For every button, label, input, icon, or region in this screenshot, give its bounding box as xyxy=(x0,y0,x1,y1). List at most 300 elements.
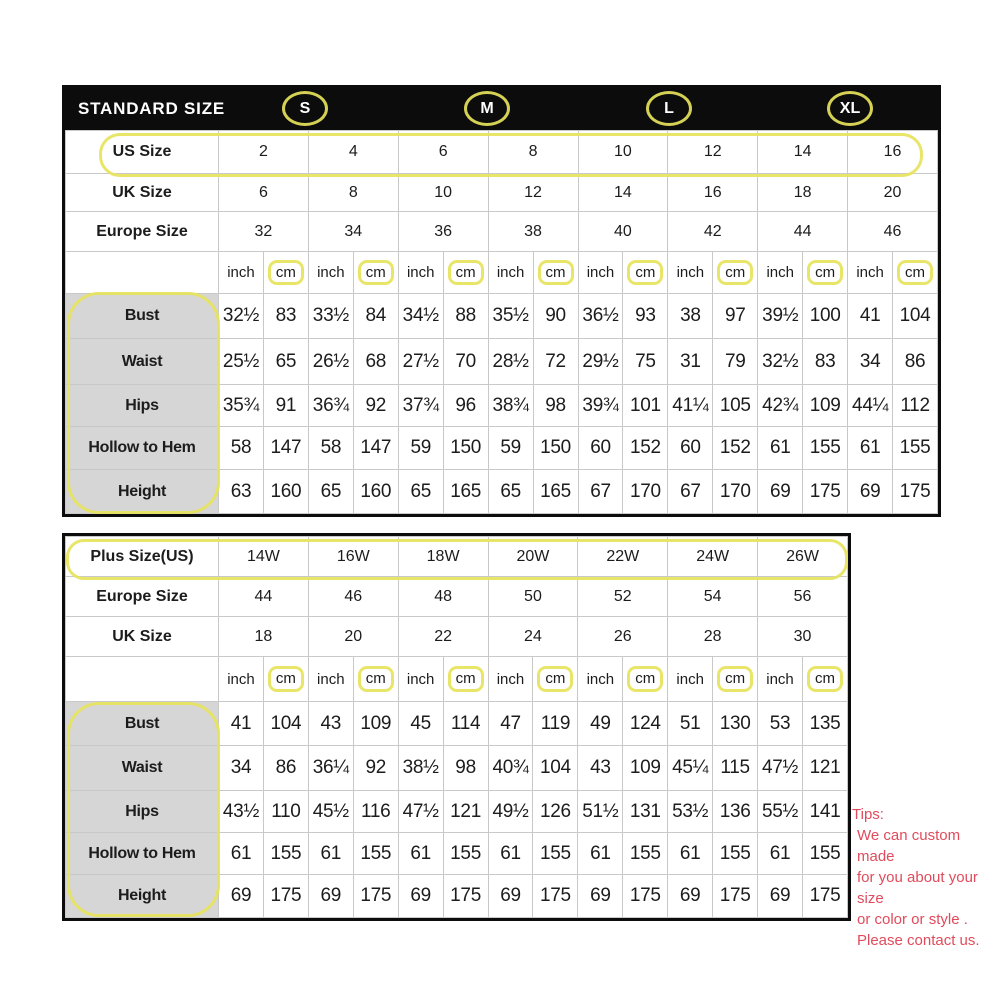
cell: 30 xyxy=(758,617,848,657)
cell: 6 xyxy=(398,131,488,174)
cell: 38 xyxy=(668,294,713,339)
cell: 18 xyxy=(219,617,309,657)
cell: 104 xyxy=(263,702,308,746)
cell: 34 xyxy=(848,339,893,385)
cell: 155 xyxy=(893,427,938,470)
tips-line: or color or style . xyxy=(857,911,968,928)
cell: 8 xyxy=(308,174,398,212)
cell: 155 xyxy=(353,833,398,875)
cell: 61 xyxy=(219,833,264,875)
cell: 130 xyxy=(713,702,758,746)
cell: 51 xyxy=(668,702,713,746)
row-label: Plus Size(US) xyxy=(66,537,219,577)
cell: 147 xyxy=(263,427,308,470)
cell: 135 xyxy=(802,702,847,746)
plus-size-table xyxy=(62,533,851,921)
table-row xyxy=(66,212,938,252)
cell: 61 xyxy=(848,427,893,470)
table-row xyxy=(66,702,848,746)
cell: 69 xyxy=(488,875,533,918)
cell: 38½ xyxy=(398,746,443,791)
cell: 69 xyxy=(758,470,803,514)
cell: 92 xyxy=(353,385,398,427)
cell: 175 xyxy=(802,875,847,918)
cell: 119 xyxy=(533,702,578,746)
cell: 61 xyxy=(398,833,443,875)
size-l-circle-annotation xyxy=(646,91,692,126)
cell: 67 xyxy=(668,470,713,514)
cell: 70 xyxy=(443,339,488,385)
cm-highlight-annotation: cm xyxy=(448,260,484,285)
cell: 36½ xyxy=(578,294,623,339)
inch-header xyxy=(668,252,713,294)
cell: 101 xyxy=(623,385,668,427)
cm-highlight-annotation: cm xyxy=(448,666,484,691)
cell: 2 xyxy=(219,131,309,174)
cell: 175 xyxy=(623,875,668,918)
cell: 49½ xyxy=(488,791,533,833)
table-row xyxy=(66,617,848,657)
table-row xyxy=(66,294,938,339)
inch-header xyxy=(488,657,533,702)
row-label: US Size xyxy=(66,131,219,174)
cm-header xyxy=(713,252,758,294)
cm-header xyxy=(353,252,398,294)
cell: 54 xyxy=(668,577,758,617)
cell: 88 xyxy=(443,294,488,339)
table-row xyxy=(66,470,938,514)
cell: 32 xyxy=(219,212,309,252)
cm-header xyxy=(803,252,848,294)
cell: 175 xyxy=(443,875,488,918)
row-label: Bust xyxy=(66,294,219,339)
cell: 175 xyxy=(353,875,398,918)
cell: 109 xyxy=(353,702,398,746)
cell: 155 xyxy=(803,427,848,470)
table-row xyxy=(66,746,848,791)
cell: 16W xyxy=(308,537,398,577)
cell: 65 xyxy=(398,470,443,514)
size-s-label: S xyxy=(299,99,311,117)
cell: 39½ xyxy=(758,294,803,339)
cell: 155 xyxy=(713,833,758,875)
size-l-label: L xyxy=(664,99,674,117)
cell: 22 xyxy=(398,617,488,657)
cell: 32½ xyxy=(219,294,264,339)
cell: 46 xyxy=(848,212,938,252)
cell: 83 xyxy=(263,294,308,339)
row-label: Waist xyxy=(66,746,219,791)
inch-label: inch xyxy=(496,264,525,281)
inch-label: inch xyxy=(406,670,435,688)
cell: 65 xyxy=(308,470,353,514)
cell: 60 xyxy=(668,427,713,470)
cell: 136 xyxy=(713,791,758,833)
cell: 48 xyxy=(398,577,488,617)
cell: 43 xyxy=(308,702,353,746)
standard-size-title: STANDARD SIZE xyxy=(78,99,226,118)
cell: 65 xyxy=(488,470,533,514)
cell: 14W xyxy=(219,537,309,577)
inch-label: inch xyxy=(317,670,345,688)
cell: 28½ xyxy=(488,339,533,385)
cell: 53 xyxy=(758,702,803,746)
cm-highlight-annotation: cm xyxy=(807,666,843,691)
cell: 61 xyxy=(758,833,803,875)
cell: 155 xyxy=(533,833,578,875)
tips-line: We can custom made xyxy=(857,827,961,865)
cell: 38 xyxy=(488,212,578,252)
cell: 92 xyxy=(353,746,398,791)
standard-size-table xyxy=(62,85,941,517)
size-xl-circle-annotation xyxy=(827,91,873,126)
cm-highlight-annotation: cm xyxy=(897,260,933,285)
cell: 45½ xyxy=(308,791,353,833)
cell: 114 xyxy=(443,702,488,746)
cell: 175 xyxy=(533,875,578,918)
cell: 45¼ xyxy=(668,746,713,791)
cell: 96 xyxy=(443,385,488,427)
cell: 31 xyxy=(668,339,713,385)
cell: 43½ xyxy=(219,791,264,833)
cell: 42¾ xyxy=(758,385,803,427)
cm-header xyxy=(263,657,308,702)
cell: 155 xyxy=(443,833,488,875)
tips-line: for you about your size xyxy=(857,869,978,907)
cell: 39¾ xyxy=(578,385,623,427)
cell: 68 xyxy=(353,339,398,385)
cell: 59 xyxy=(398,427,443,470)
cell: 65 xyxy=(263,339,308,385)
cm-header xyxy=(443,657,488,702)
size-s-circle-annotation xyxy=(282,91,328,126)
row-label: Hips xyxy=(66,385,219,427)
cell: 93 xyxy=(623,294,668,339)
cm-highlight-annotation: cm xyxy=(717,666,753,691)
cell: 10 xyxy=(398,174,488,212)
cell: 44¼ xyxy=(848,385,893,427)
cell: 79 xyxy=(713,339,758,385)
cell: 69 xyxy=(398,875,443,918)
cm-highlight-annotation: cm xyxy=(717,260,753,285)
cell: 24 xyxy=(488,617,578,657)
cell: 35½ xyxy=(488,294,533,339)
cell: 47 xyxy=(488,702,533,746)
cell: 18 xyxy=(758,174,848,212)
cm-highlight-annotation: cm xyxy=(627,260,663,285)
cell: 61 xyxy=(578,833,623,875)
cell: 109 xyxy=(803,385,848,427)
cell: 36¾ xyxy=(308,385,353,427)
cell: 147 xyxy=(353,427,398,470)
inch-header xyxy=(848,252,893,294)
cell: 141 xyxy=(802,791,847,833)
cell: 86 xyxy=(263,746,308,791)
row-label: Europe Size xyxy=(66,577,219,617)
inch-label: inch xyxy=(317,264,345,281)
inch-label: inch xyxy=(856,264,884,281)
cell: 175 xyxy=(713,875,758,918)
cell: 84 xyxy=(353,294,398,339)
row-label: UK Size xyxy=(66,174,219,212)
cell: 51½ xyxy=(578,791,623,833)
cell: 160 xyxy=(353,470,398,514)
cell: 26½ xyxy=(308,339,353,385)
cell xyxy=(66,252,219,294)
cm-highlight-annotation: cm xyxy=(538,260,574,285)
cm-header xyxy=(623,657,668,702)
table-row xyxy=(66,427,938,470)
inch-label: inch xyxy=(586,264,615,281)
table-row xyxy=(66,339,938,385)
cm-header xyxy=(802,657,847,702)
inch-label: inch xyxy=(227,670,255,688)
inch-header xyxy=(219,657,264,702)
cell: 20W xyxy=(488,537,578,577)
cell: 25½ xyxy=(219,339,264,385)
cell: 47½ xyxy=(398,791,443,833)
cm-highlight-annotation: cm xyxy=(807,260,843,285)
cell: 22W xyxy=(578,537,668,577)
cell: 152 xyxy=(623,427,668,470)
cell: 52 xyxy=(578,577,668,617)
cell: 16 xyxy=(668,174,758,212)
cell: 6 xyxy=(219,174,309,212)
cell: 38¾ xyxy=(488,385,533,427)
cm-header xyxy=(263,252,308,294)
cell: 170 xyxy=(713,470,758,514)
inch-label: inch xyxy=(766,670,794,688)
row-label: Height xyxy=(66,875,219,918)
cell: 126 xyxy=(533,791,578,833)
cell: 104 xyxy=(533,746,578,791)
cell: 20 xyxy=(308,617,398,657)
cell: 55½ xyxy=(758,791,803,833)
cell: 35¾ xyxy=(219,385,264,427)
cell: 50 xyxy=(488,577,578,617)
row-label: Bust xyxy=(66,702,219,746)
cell: 69 xyxy=(308,875,353,918)
unit-header-row xyxy=(66,252,938,294)
cell: 86 xyxy=(893,339,938,385)
cell: 83 xyxy=(803,339,848,385)
inch-label: inch xyxy=(586,670,615,688)
table-row xyxy=(66,537,848,577)
cell: 12 xyxy=(488,174,578,212)
inch-header xyxy=(758,252,803,294)
cell: 20 xyxy=(848,174,938,212)
cell: 27½ xyxy=(398,339,443,385)
cell: 150 xyxy=(533,427,578,470)
inch-header xyxy=(668,657,713,702)
cm-highlight-annotation: cm xyxy=(268,260,304,285)
cell: 46 xyxy=(308,577,398,617)
cell: 109 xyxy=(623,746,668,791)
row-label: Europe Size xyxy=(66,212,219,252)
cell: 152 xyxy=(713,427,758,470)
cell: 165 xyxy=(533,470,578,514)
cell: 36 xyxy=(398,212,488,252)
inch-label: inch xyxy=(227,264,255,281)
inch-header xyxy=(308,657,353,702)
cell: 34 xyxy=(308,212,398,252)
inch-header xyxy=(488,252,533,294)
cell: 42 xyxy=(668,212,758,252)
cell: 115 xyxy=(713,746,758,791)
inch-header xyxy=(578,252,623,294)
cell: 61 xyxy=(758,427,803,470)
cell: 61 xyxy=(668,833,713,875)
cell: 53½ xyxy=(668,791,713,833)
row-label: Hips xyxy=(66,791,219,833)
tips-note xyxy=(852,804,1000,951)
row-label: Hollow to Hem xyxy=(66,833,219,875)
table-row xyxy=(66,833,848,875)
cell: 41 xyxy=(219,702,264,746)
inch-label: inch xyxy=(406,264,435,281)
cell: 69 xyxy=(848,470,893,514)
cell: 100 xyxy=(803,294,848,339)
cell: 150 xyxy=(443,427,488,470)
cm-highlight-annotation: cm xyxy=(358,666,394,691)
row-label: Hollow to Hem xyxy=(66,427,219,470)
cm-header xyxy=(713,657,758,702)
cell: 56 xyxy=(758,577,848,617)
cell: 44 xyxy=(219,577,309,617)
cell: 10 xyxy=(578,131,668,174)
inch-header xyxy=(398,252,443,294)
cm-highlight-annotation: cm xyxy=(268,666,304,691)
cell: 105 xyxy=(713,385,758,427)
cm-header xyxy=(893,252,938,294)
plus-size-grid xyxy=(65,536,848,918)
cell: 155 xyxy=(623,833,668,875)
cell: 75 xyxy=(623,339,668,385)
cell: 8 xyxy=(488,131,578,174)
cm-highlight-annotation: cm xyxy=(358,260,394,285)
cell: 34 xyxy=(219,746,264,791)
inch-header xyxy=(219,252,264,294)
cell: 124 xyxy=(623,702,668,746)
cm-header xyxy=(623,252,668,294)
cell: 98 xyxy=(533,385,578,427)
size-xl-label: XL xyxy=(839,99,861,117)
cell: 36¼ xyxy=(308,746,353,791)
cell: 175 xyxy=(893,470,938,514)
cm-highlight-annotation: cm xyxy=(627,666,663,691)
cell: 14 xyxy=(578,174,668,212)
size-m-label: M xyxy=(480,99,494,117)
cell: 24W xyxy=(668,537,758,577)
cell: 58 xyxy=(219,427,264,470)
cell: 67 xyxy=(578,470,623,514)
row-label: Waist xyxy=(66,339,219,385)
cell: 175 xyxy=(263,875,308,918)
cell: 45 xyxy=(398,702,443,746)
cell: 110 xyxy=(263,791,308,833)
cell: 44 xyxy=(758,212,848,252)
cell: 16 xyxy=(848,131,938,174)
cell: 37¾ xyxy=(398,385,443,427)
cm-highlight-annotation: cm xyxy=(537,666,573,691)
cell: 69 xyxy=(219,875,264,918)
inch-header xyxy=(398,657,443,702)
cell: 12 xyxy=(668,131,758,174)
cm-header xyxy=(533,252,578,294)
standard-size-grid xyxy=(65,130,938,514)
standard-size-titlebar xyxy=(65,88,938,130)
cell: 26 xyxy=(578,617,668,657)
table-row xyxy=(66,875,848,918)
cell: 97 xyxy=(713,294,758,339)
inch-header xyxy=(758,657,803,702)
cell: 40 xyxy=(578,212,668,252)
cell: 104 xyxy=(893,294,938,339)
cell: 26W xyxy=(758,537,848,577)
cell: 116 xyxy=(353,791,398,833)
table-row xyxy=(66,791,848,833)
inch-label: inch xyxy=(766,264,794,281)
cm-header xyxy=(353,657,398,702)
cell: 131 xyxy=(623,791,668,833)
cell: 49 xyxy=(578,702,623,746)
tips-line: Please contact us. xyxy=(857,932,980,949)
cell: 98 xyxy=(443,746,488,791)
cell: 91 xyxy=(263,385,308,427)
inch-header xyxy=(578,657,623,702)
inch-label: inch xyxy=(676,670,704,688)
cell: 170 xyxy=(623,470,668,514)
cell: 69 xyxy=(668,875,713,918)
cell: 40¾ xyxy=(488,746,533,791)
table-row xyxy=(66,577,848,617)
cell: 29½ xyxy=(578,339,623,385)
cell: 112 xyxy=(893,385,938,427)
cell: 121 xyxy=(802,746,847,791)
cell: 18W xyxy=(398,537,488,577)
inch-label: inch xyxy=(676,264,705,281)
cell: 14 xyxy=(758,131,848,174)
cell: 175 xyxy=(803,470,848,514)
tips-title: Tips: xyxy=(852,806,884,823)
cm-header xyxy=(443,252,488,294)
unit-header-row xyxy=(66,657,848,702)
cell: 63 xyxy=(219,470,264,514)
cell: 69 xyxy=(758,875,803,918)
cell: 61 xyxy=(488,833,533,875)
cell: 160 xyxy=(263,470,308,514)
cell: 47½ xyxy=(758,746,803,791)
cell xyxy=(66,657,219,702)
cell: 28 xyxy=(668,617,758,657)
cell: 155 xyxy=(263,833,308,875)
cell: 41 xyxy=(848,294,893,339)
inch-label: inch xyxy=(496,670,525,688)
size-m-circle-annotation xyxy=(464,91,510,126)
cell: 4 xyxy=(308,131,398,174)
cm-header xyxy=(533,657,578,702)
inch-header xyxy=(308,252,353,294)
cell: 33½ xyxy=(308,294,353,339)
table-row xyxy=(66,174,938,212)
cell: 58 xyxy=(308,427,353,470)
cell: 59 xyxy=(488,427,533,470)
row-label: Height xyxy=(66,470,219,514)
cell: 155 xyxy=(802,833,847,875)
row-label: UK Size xyxy=(66,617,219,657)
cell: 121 xyxy=(443,791,488,833)
cell: 61 xyxy=(308,833,353,875)
